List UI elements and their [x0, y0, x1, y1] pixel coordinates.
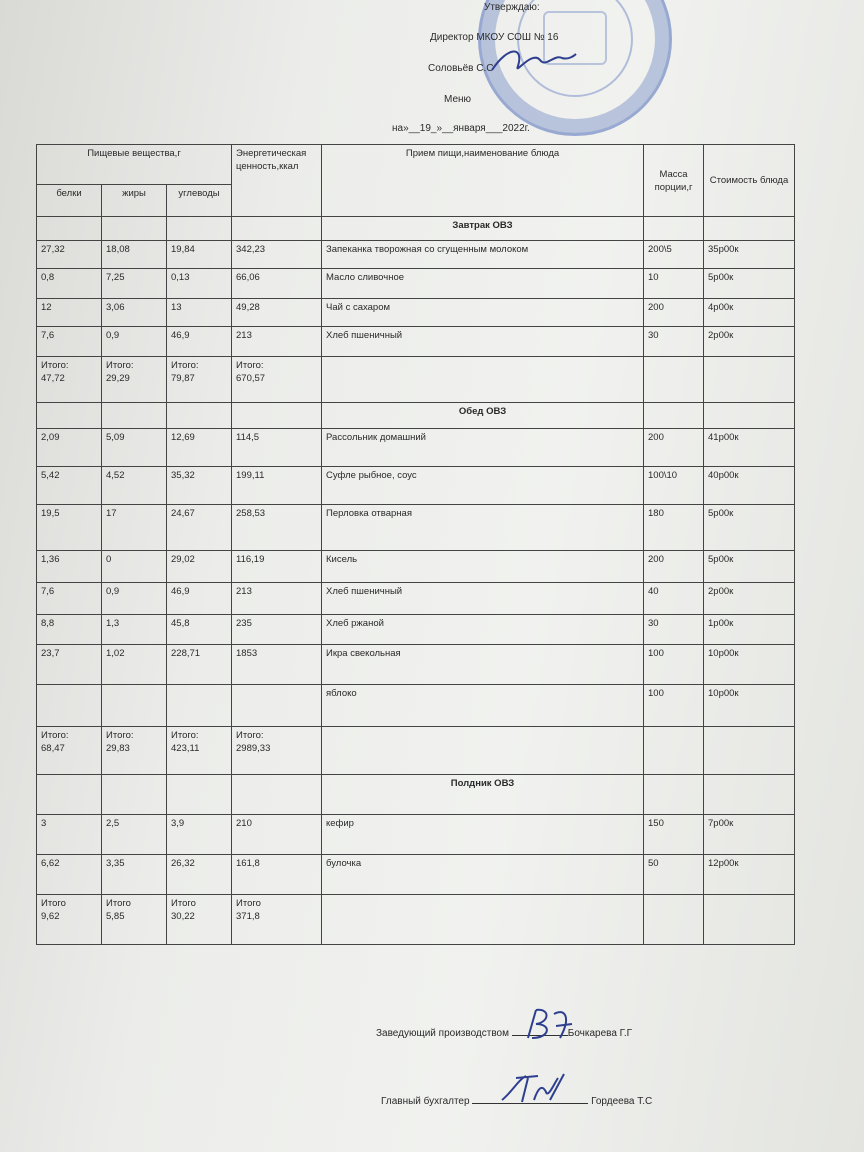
section-row — [37, 217, 795, 241]
total-row — [37, 895, 795, 945]
dish-p-cell: 2,09 — [37, 429, 102, 467]
total-label: Итого — [171, 898, 196, 909]
dish-cost-cell: 12р00к — [704, 855, 795, 895]
empty-cell — [37, 403, 102, 429]
approve-label: Утверждаю: — [484, 2, 540, 13]
dish-f-cell: 18,08 — [102, 241, 167, 269]
total-label: Итого: — [41, 730, 69, 741]
dish-row — [37, 645, 795, 685]
fat-header: жиры — [102, 185, 167, 217]
empty-cell — [704, 217, 795, 241]
dish-mass-cell: 150 — [644, 815, 704, 855]
dish-p-cell: 23,7 — [37, 645, 102, 685]
total-f-cell — [102, 727, 167, 775]
dish-c-cell: 26,32 — [167, 855, 232, 895]
dish-c-cell: 35,32 — [167, 467, 232, 505]
total-label: Итого: — [171, 730, 199, 741]
total-row — [37, 727, 795, 775]
dish-mass-cell: 200 — [644, 429, 704, 467]
empty-cell — [167, 403, 232, 429]
dish-f-cell: 5,09 — [102, 429, 167, 467]
stamp-seal-icon — [478, 0, 672, 136]
total-e-cell — [232, 895, 322, 945]
total-c-cell — [167, 727, 232, 775]
empty-cell — [704, 727, 795, 775]
dish-c-cell: 24,67 — [167, 505, 232, 551]
dish-p-cell: 7,6 — [37, 583, 102, 615]
dish-row — [37, 327, 795, 357]
dish-c-cell: 228,71 — [167, 645, 232, 685]
total-value: 5,85 — [106, 911, 125, 922]
dish-p-cell — [37, 685, 102, 727]
dish-e-cell: 116,19 — [232, 551, 322, 583]
dish-f-cell: 17 — [102, 505, 167, 551]
energy-header: Энергетическая ценность,ккал — [232, 145, 322, 217]
dish-p-cell: 1,36 — [37, 551, 102, 583]
empty-cell — [644, 895, 704, 945]
total-value: 29,29 — [106, 373, 130, 384]
dish-p-cell: 12 — [37, 299, 102, 327]
dish-e-cell — [232, 685, 322, 727]
mass-header: Масса порции,г — [644, 145, 704, 217]
dish-cost-cell: 1р00к — [704, 615, 795, 645]
dish-c-cell: 45,8 — [167, 615, 232, 645]
dish-name-cell: Хлеб ржаной — [322, 615, 644, 645]
section-title: Полдник ОВЗ — [322, 775, 644, 815]
dish-name-cell: яблоко — [322, 685, 644, 727]
total-label: Итого — [41, 898, 66, 909]
dish-row — [37, 241, 795, 269]
dish-e-cell: 213 — [232, 327, 322, 357]
empty-cell — [167, 775, 232, 815]
dish-mass-cell: 200 — [644, 299, 704, 327]
chef-name: Бочкарева Г.Г — [567, 1028, 633, 1039]
dish-f-cell: 0,9 — [102, 327, 167, 357]
dish-e-cell: 210 — [232, 815, 322, 855]
dish-name-cell: Хлеб пшеничный — [322, 327, 644, 357]
empty-cell — [644, 357, 704, 403]
empty-cell — [644, 775, 704, 815]
director-label: Директор МКОУ СОШ № 16 — [430, 32, 559, 43]
dish-c-cell: 19,84 — [167, 241, 232, 269]
total-label: Итого: — [41, 360, 69, 371]
dish-f-cell: 0 — [102, 551, 167, 583]
dish-mass-cell: 30 — [644, 615, 704, 645]
empty-cell — [322, 727, 644, 775]
protein-header: белки — [37, 185, 102, 217]
dish-row — [37, 615, 795, 645]
total-label: Итого: — [171, 360, 199, 371]
total-label: Итого — [106, 898, 131, 909]
dish-f-cell: 1,02 — [102, 645, 167, 685]
empty-cell — [644, 403, 704, 429]
dish-cost-cell: 35р00к — [704, 241, 795, 269]
dish-e-cell: 342,23 — [232, 241, 322, 269]
dish-name-cell: Перловка отварная — [322, 505, 644, 551]
dish-c-cell: 12,69 — [167, 429, 232, 467]
dish-cost-cell: 10р00к — [704, 645, 795, 685]
dish-cost-cell: 2р00к — [704, 327, 795, 357]
dish-cost-cell: 7р00к — [704, 815, 795, 855]
dish-name-cell: Кисель — [322, 551, 644, 583]
dish-c-cell: 46,9 — [167, 327, 232, 357]
dish-e-cell: 213 — [232, 583, 322, 615]
dish-name-cell: булочка — [322, 855, 644, 895]
empty-cell — [644, 217, 704, 241]
section-row — [37, 403, 795, 429]
dish-p-cell: 0,8 — [37, 269, 102, 299]
total-label: Итого: — [106, 360, 134, 371]
dish-p-cell: 7,6 — [37, 327, 102, 357]
total-f-cell — [102, 895, 167, 945]
total-p-cell — [37, 727, 102, 775]
dish-mass-cell: 10 — [644, 269, 704, 299]
dish-mass-cell: 200\5 — [644, 241, 704, 269]
total-value: 423,11 — [171, 743, 200, 754]
total-value: 47,72 — [41, 373, 65, 384]
cost-header: Стоимость блюда — [704, 145, 795, 217]
dish-f-cell: 4,52 — [102, 467, 167, 505]
dish-p-cell: 27,32 — [37, 241, 102, 269]
chef-role: Заведующий производством — [376, 1028, 509, 1039]
dish-mass-cell: 100 — [644, 685, 704, 727]
dish-p-cell: 8,8 — [37, 615, 102, 645]
dish-e-cell: 199,11 — [232, 467, 322, 505]
empty-cell — [37, 775, 102, 815]
dish-name-cell: Чай с сахаром — [322, 299, 644, 327]
total-c-cell — [167, 895, 232, 945]
total-value: 9,62 — [41, 911, 60, 922]
dish-e-cell: 114,5 — [232, 429, 322, 467]
dish-name-cell: Рассольник домашний — [322, 429, 644, 467]
total-p-cell — [37, 895, 102, 945]
total-label: Итого: — [106, 730, 134, 741]
dish-row — [37, 299, 795, 327]
dish-mass-cell: 40 — [644, 583, 704, 615]
dish-cost-cell: 40р00к — [704, 467, 795, 505]
accountant-name: Гордеева Т.С — [591, 1096, 653, 1107]
empty-cell — [37, 217, 102, 241]
dish-c-cell — [167, 685, 232, 727]
dish-row — [37, 685, 795, 727]
total-value: 68,47 — [41, 743, 65, 754]
dish-e-cell: 161,8 — [232, 855, 322, 895]
dish-row — [37, 855, 795, 895]
dish-f-cell: 0,9 — [102, 583, 167, 615]
empty-cell — [322, 895, 644, 945]
dish-f-cell: 3,06 — [102, 299, 167, 327]
total-label: Итого: — [236, 360, 264, 371]
dish-row — [37, 583, 795, 615]
empty-cell — [167, 217, 232, 241]
carbs-header: углеводы — [167, 185, 232, 217]
dish-c-cell: 29,02 — [167, 551, 232, 583]
empty-cell — [644, 727, 704, 775]
dish-f-cell: 7,25 — [102, 269, 167, 299]
dish-c-cell: 13 — [167, 299, 232, 327]
dish-row — [37, 505, 795, 551]
menu-title: Меню — [444, 94, 472, 105]
dish-c-cell: 46,9 — [167, 583, 232, 615]
dish-cost-cell: 5р00к — [704, 269, 795, 299]
dish-p-cell: 5,42 — [37, 467, 102, 505]
dish-cost-cell: 5р00к — [704, 551, 795, 583]
total-value: 79,87 — [171, 373, 195, 384]
empty-cell — [704, 775, 795, 815]
dish-name-cell: Запеканка творожная со сгущенным молоком — [322, 241, 644, 269]
dish-f-cell: 3,35 — [102, 855, 167, 895]
empty-cell — [232, 403, 322, 429]
empty-cell — [232, 775, 322, 815]
empty-cell — [102, 217, 167, 241]
dish-row — [37, 269, 795, 299]
total-e-cell — [232, 357, 322, 403]
total-e-cell — [232, 727, 322, 775]
menu-table — [36, 144, 795, 945]
accountant-role: Главный бухгалтер — [381, 1096, 470, 1107]
menu-date: на»__19_»__января___2022г. — [392, 123, 530, 134]
dish-p-cell: 3 — [37, 815, 102, 855]
dish-e-cell: 66,06 — [232, 269, 322, 299]
dish-cost-cell: 2р00к — [704, 583, 795, 615]
total-label: Итого: — [236, 730, 264, 741]
total-p-cell — [37, 357, 102, 403]
dish-cost-cell: 4р00к — [704, 299, 795, 327]
dish-mass-cell: 50 — [644, 855, 704, 895]
dish-mass-cell: 200 — [644, 551, 704, 583]
section-title: Завтрак ОВЗ — [322, 217, 644, 241]
dish-row — [37, 815, 795, 855]
dish-f-cell: 1,3 — [102, 615, 167, 645]
dish-cost-cell: 10р00к — [704, 685, 795, 727]
total-c-cell — [167, 357, 232, 403]
dish-row — [37, 467, 795, 505]
dish-mass-cell: 180 — [644, 505, 704, 551]
total-row — [37, 357, 795, 403]
dish-row — [37, 429, 795, 467]
dish-p-cell: 19,5 — [37, 505, 102, 551]
total-label: Итого — [236, 898, 261, 909]
empty-cell — [704, 403, 795, 429]
total-value: 670,57 — [236, 373, 266, 384]
meal-header: Прием пищи,наименование блюда — [322, 145, 644, 217]
dish-name-cell: Масло сливочное — [322, 269, 644, 299]
accountant-signature-line — [381, 1096, 652, 1107]
empty-cell — [704, 895, 795, 945]
total-value: 29,83 — [106, 743, 130, 754]
section-row — [37, 775, 795, 815]
director-name: Соловьёв С.С — [428, 63, 494, 74]
dish-f-cell: 2,5 — [102, 815, 167, 855]
dish-row — [37, 551, 795, 583]
dish-mass-cell: 30 — [644, 327, 704, 357]
total-value: 30,22 — [171, 911, 195, 922]
total-f-cell — [102, 357, 167, 403]
empty-cell — [102, 403, 167, 429]
dish-cost-cell: 41р00к — [704, 429, 795, 467]
empty-cell — [102, 775, 167, 815]
dish-f-cell — [102, 685, 167, 727]
total-value: 371,8 — [236, 911, 260, 922]
total-value: 2989,33 — [236, 743, 271, 754]
dish-e-cell: 235 — [232, 615, 322, 645]
section-title: Обед ОВЗ — [322, 403, 644, 429]
dish-mass-cell: 100\10 — [644, 467, 704, 505]
nutrients-header: Пищевые вещества,г — [37, 145, 232, 185]
dish-e-cell: 49,28 — [232, 299, 322, 327]
dish-c-cell: 0,13 — [167, 269, 232, 299]
dish-e-cell: 1853 — [232, 645, 322, 685]
empty-cell — [322, 357, 644, 403]
dish-name-cell: Суфле рыбное, соус — [322, 467, 644, 505]
chef-signature-line — [376, 1028, 632, 1039]
dish-name-cell: кефир — [322, 815, 644, 855]
dish-p-cell: 6,62 — [37, 855, 102, 895]
empty-cell — [704, 357, 795, 403]
dish-c-cell: 3,9 — [167, 815, 232, 855]
dish-mass-cell: 100 — [644, 645, 704, 685]
dish-e-cell: 258,53 — [232, 505, 322, 551]
dish-name-cell: Икра свекольная — [322, 645, 644, 685]
empty-cell — [232, 217, 322, 241]
dish-name-cell: Хлеб пшеничный — [322, 583, 644, 615]
dish-cost-cell: 5р00к — [704, 505, 795, 551]
